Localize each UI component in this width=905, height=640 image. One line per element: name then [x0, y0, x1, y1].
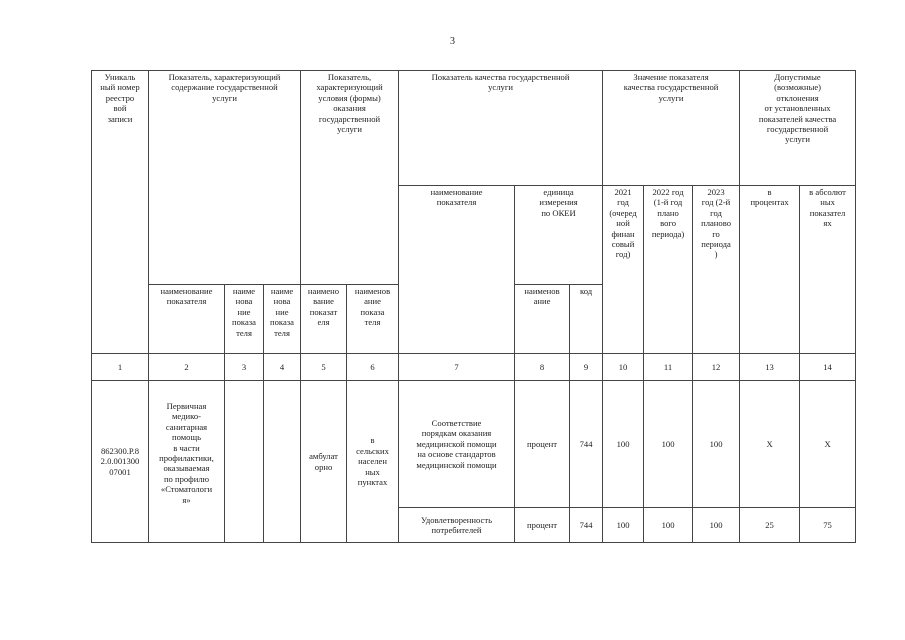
- header-year-2021: 2021 год (очеред ной финан совый год): [603, 186, 644, 354]
- table-row: [92, 381, 856, 508]
- header-col2-name: наименование показателя: [149, 285, 225, 354]
- header-condition-indicator: Показатель, характеризующий условия (формы) оказания государственной услуги: [301, 71, 399, 285]
- header-unit-okei: единица измерения по ОКЕИ: [515, 186, 603, 285]
- column-number: 11: [644, 354, 693, 381]
- column-number: 12: [693, 354, 740, 381]
- header-row-1: [92, 71, 856, 186]
- header-col4-name: наиме нова ние показа теля: [264, 285, 301, 354]
- value-2023-cell: 100: [693, 381, 740, 508]
- header-unit-code: код: [570, 285, 603, 354]
- header-year-2023: 2023 год (2-й год планово го периода ): [693, 186, 740, 354]
- column-number: 10: [603, 354, 644, 381]
- page-number: 3: [450, 36, 455, 47]
- header-quality-indicator: Показатель качества государственной услуги: [399, 71, 603, 186]
- column-number: 2: [149, 354, 225, 381]
- header-col5-name: наимено вание показат еля: [301, 285, 347, 354]
- value-2021-cell: 100: [603, 508, 644, 543]
- column-number: 3: [225, 354, 264, 381]
- column-number: 7: [399, 354, 515, 381]
- header-quality-value: Значение показателя качества государственной услуги: [603, 71, 740, 186]
- empty-cell: [264, 381, 301, 543]
- header-content-indicator: Показатель, характеризующий содержание государственной услуги: [149, 71, 301, 285]
- empty-cell: [225, 381, 264, 543]
- column-number: 4: [264, 354, 301, 381]
- header-col6-name: наименов ание показа теля: [347, 285, 399, 354]
- header-allowed-deviation: Допустимые (возможные) отклонения от установленных показателей качества государственной услуги: [740, 71, 856, 186]
- header-indicator-name: наименование показателя: [399, 186, 515, 354]
- deviation-absolute-cell: 75: [800, 508, 856, 543]
- quality-indicators-table-wrapper: [91, 70, 856, 543]
- indicator-name-cell: Соответствие порядкам оказания медицинской помощи на основе стандартов медицинской помощи: [399, 381, 515, 508]
- indicator-unit-cell: процент: [515, 508, 570, 543]
- header-deviation-percent: в процентах: [740, 186, 800, 354]
- registry-number-cell: 862300.Р.8 2.0.001300 07001: [92, 381, 149, 543]
- quality-indicators-table: [91, 70, 856, 543]
- value-2023-cell: 100: [693, 508, 740, 543]
- column-number: 9: [570, 354, 603, 381]
- header-unit-name: наименов ание: [515, 285, 570, 354]
- indicator-code-cell: 744: [570, 508, 603, 543]
- column-number: 1: [92, 354, 149, 381]
- deviation-percent-cell: 25: [740, 508, 800, 543]
- header-col3-name: наиме нова ние показа теля: [225, 285, 264, 354]
- indicator-name-cell: Удовлетворенность потребителей: [399, 508, 515, 543]
- content-indicator-cell: Первичная медико- санитарная помощь в части профилактики, оказываемая по профилю «Стоматологи я»: [149, 381, 225, 543]
- column-number: 13: [740, 354, 800, 381]
- header-year-2022: 2022 год (1-й год плано вого периода): [644, 186, 693, 354]
- header-deviation-absolute: в абсолют ных показател ях: [800, 186, 856, 354]
- column-number: 8: [515, 354, 570, 381]
- column-number: 6: [347, 354, 399, 381]
- indicator-unit-cell: процент: [515, 381, 570, 508]
- value-2021-cell: 100: [603, 381, 644, 508]
- deviation-absolute-cell: Х: [800, 381, 856, 508]
- condition-form-cell: амбулат орно: [301, 381, 347, 543]
- deviation-percent-cell: Х: [740, 381, 800, 508]
- indicator-code-cell: 744: [570, 381, 603, 508]
- column-number: 14: [800, 354, 856, 381]
- value-2022-cell: 100: [644, 508, 693, 543]
- column-numbers-row: [92, 354, 856, 381]
- condition-place-cell: в сельских населен ных пунктах: [347, 381, 399, 543]
- column-number: 5: [301, 354, 347, 381]
- header-registry-number: Уникаль ный номер реестро вой записи: [92, 71, 149, 354]
- value-2022-cell: 100: [644, 381, 693, 508]
